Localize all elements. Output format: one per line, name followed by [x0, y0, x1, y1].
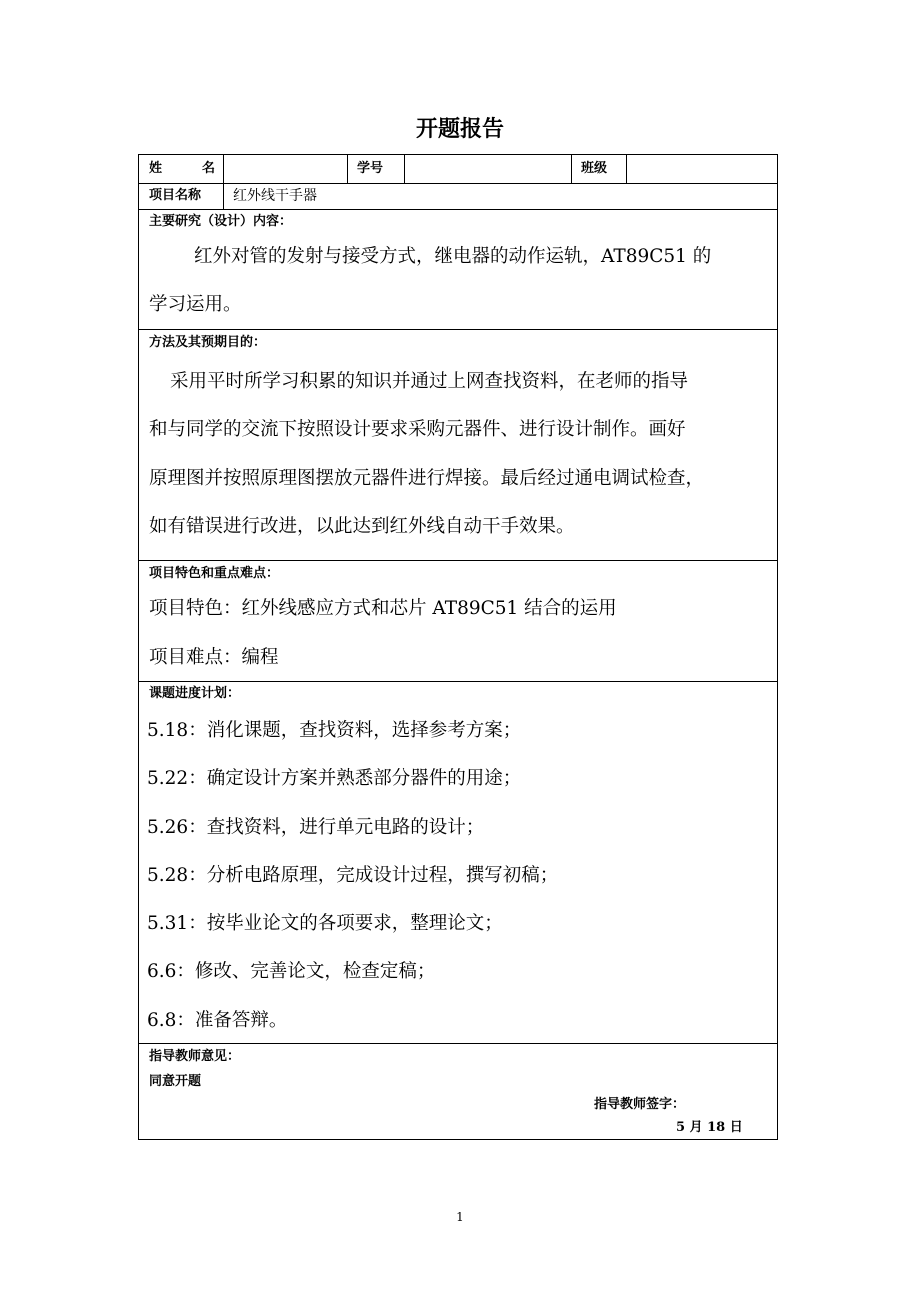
row-divider	[139, 1043, 777, 1044]
column-divider	[571, 155, 572, 183]
features-text: 项目特色：红外线感应方式和芯片 AT89C51 结合的运用	[149, 598, 617, 619]
schedule-item: 5.22：确定设计方案并熟悉部分器件的用途；	[147, 768, 522, 789]
name-field[interactable]	[225, 157, 345, 181]
advisor-date: 5 月 18 日	[676, 1120, 743, 1135]
page-number: 1	[456, 1210, 464, 1224]
row-divider	[139, 560, 777, 561]
method-text: 采用平时所学习积累的知识并通过上网查找资料，在老师的指导	[170, 371, 689, 392]
row-divider	[139, 681, 777, 682]
schedule-item: 5.26：查找资料，进行单元电路的设计；	[147, 817, 485, 838]
features-text: 项目难点：编程	[149, 647, 279, 668]
method-label: 方法及其预期目的：	[149, 335, 267, 350]
project-name-label: 项目名称	[149, 188, 202, 203]
method-text: 如有错误进行改进，以此达到红外线自动干手效果。	[149, 516, 575, 537]
features-label: 项目特色和重点难点：	[149, 566, 280, 581]
class-field[interactable]	[628, 157, 776, 181]
class-label: 班级	[581, 161, 608, 176]
name-label: 姓 名	[149, 161, 215, 176]
student-id-label: 学号	[357, 161, 384, 176]
advisor-label: 指导教师意见：	[149, 1049, 241, 1064]
research-text: 红外对管的发射与接受方式，继电器的动作运轨，AT89C51 的	[194, 246, 712, 267]
column-divider	[347, 155, 348, 183]
row-divider	[139, 209, 777, 210]
research-label: 主要研究（设计）内容：	[149, 214, 293, 229]
student-id-field[interactable]	[406, 157, 569, 181]
schedule-item: 5.18：消化课题，查找资料，选择参考方案；	[147, 720, 522, 741]
row-divider	[139, 329, 777, 330]
row-divider	[139, 183, 777, 184]
column-divider	[223, 155, 224, 209]
report-form	[138, 154, 778, 1140]
method-text: 和与同学的交流下按照设计要求采购元器件、进行设计制作。画好	[149, 419, 686, 440]
column-divider	[626, 155, 627, 183]
advisor-opinion: 同意开题	[149, 1074, 202, 1089]
schedule-label: 课题进度计划：	[149, 686, 241, 701]
signature-label: 指导教师签字：	[594, 1097, 686, 1112]
research-text: 学习运用。	[149, 294, 242, 315]
page-title: 开题报告	[415, 117, 504, 142]
column-divider	[404, 155, 405, 183]
schedule-item: 6.6：修改、完善论文，检查定稿；	[147, 961, 436, 982]
schedule-item: 5.31：按毕业论文的各项要求，整理论文；	[147, 913, 503, 934]
schedule-item: 5.28：分析电路原理，完成设计过程，撰写初稿；	[147, 865, 559, 886]
schedule-item: 6.8：准备答辩。	[147, 1010, 288, 1031]
method-text: 原理图并按照原理图摆放元器件进行焊接。最后经过通电调试检查，	[149, 468, 705, 489]
project-name-value: 红外线干手器	[233, 188, 317, 204]
